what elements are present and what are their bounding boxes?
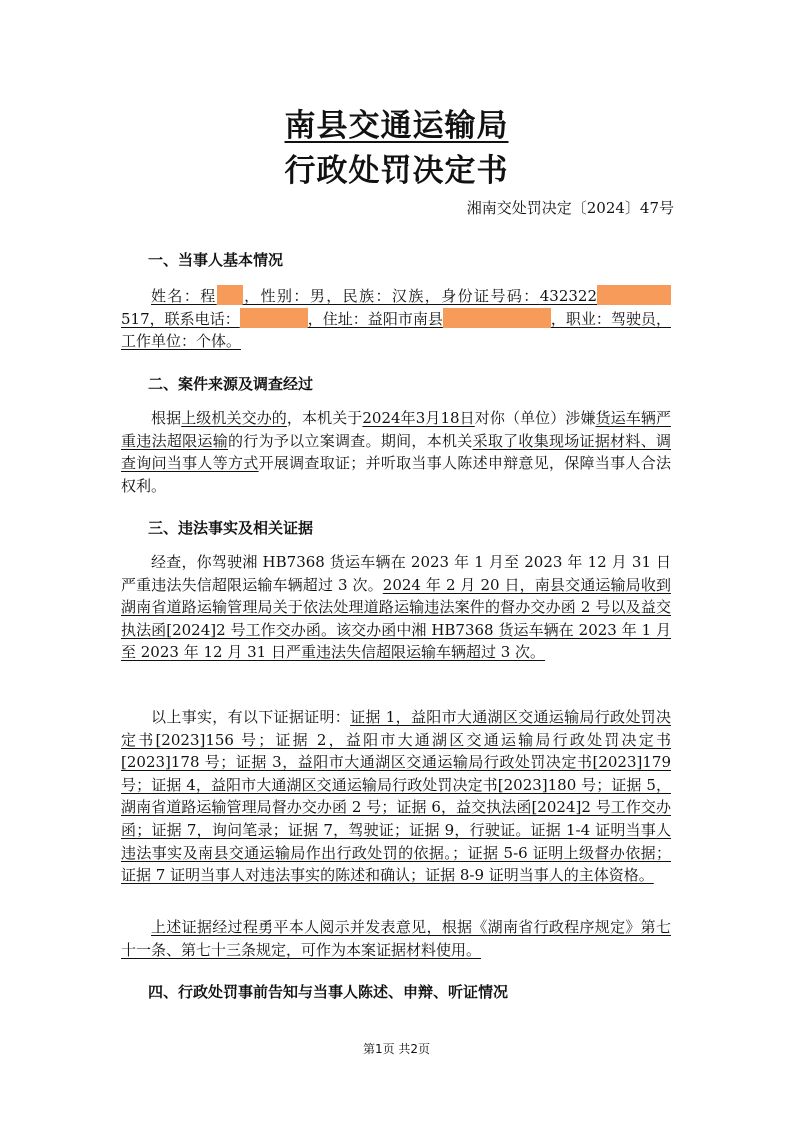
section-heading-facts: 三、违法事实及相关证据	[148, 519, 314, 537]
text-run: 根据	[151, 409, 182, 427]
redaction-block	[597, 285, 671, 305]
party-id-prefix: 432322	[539, 287, 597, 305]
text-run: 证据 1，益阳市大通湖区交通运输局行政处罚决定书[2023]156 号；证据 2，益阳市大通湖区交通运输局行政处罚决定书[2023]178 号；证据 3，益阳市大通湖区交通运输局行政处罚决定书[2023]179 号；证据 4，益阳市大通湖区交通运输局行政处罚决定书[2023]180 号；证据 5，湖南省道路运输管理局督办交办函 2 号；证据 6，益交执法函[2024]2 号工作交办函；证据 7，询问笔录；证据 7，驾驶证；证据 9，行驶证。证据 1-4 证明当事人违法事实及南县交通运输局作出行政处罚的依据。；证据 5-6 证明上级督办依据；证据 7 证明当事人对违法事实的陈述和确认；证据 8-9 证明当事人的主体资格。	[121, 708, 671, 885]
redaction-block	[443, 308, 483, 328]
evidence-paragraph	[121, 706, 671, 887]
agency-title-text: 南县交通运输局	[284, 108, 509, 144]
facts-paragraph	[121, 551, 671, 664]
page-footer: 第1页 共2页	[362, 1042, 431, 1056]
party-info-text	[121, 287, 671, 350]
text-run: 货运车辆严重违法超限运输	[121, 409, 671, 450]
text-run: 的行为予以立案调查。期间，本机关	[228, 431, 473, 450]
text-run: 对你（单位）涉嫌	[474, 409, 596, 427]
text-run: 2024年3月18日	[362, 409, 475, 427]
text-run: 开展调查取证；并听取当事人陈述申辩意见，保障当事人合法权利。	[121, 454, 671, 495]
party-id-suffix-phone: 517，联系电话：	[121, 309, 240, 328]
redaction-block	[483, 308, 551, 328]
section-heading-party: 一、当事人基本情况	[148, 251, 284, 269]
section-heading-notice: 四、行政处罚事前告知与当事人陈述、申辩、听证情况	[148, 983, 509, 1001]
document-number: 湘南交处罚决定〔2024〕47号	[466, 199, 674, 217]
document-type-title: 行政处罚决定书	[284, 153, 509, 189]
redaction-block	[217, 285, 243, 305]
text-run: 上级机关交办的	[181, 409, 287, 427]
text-run: 上述证据经过程勇平本人阅示并发表意见，根据《湖南省行政程序规定》第七十一条、第七十三条规定，可作为本案证据材料使用。	[121, 918, 671, 959]
party-address: ，住址：益阳市南县	[307, 309, 443, 328]
section-heading-source: 二、案件来源及调查经过	[148, 375, 314, 393]
text-run: 2024 年 2 月 20 日，南县交通运输局收到湖南省道路运输管理局关于依法处理道路运输违法案件的督办交办函 2 号以及益交执法函[2024]2 号工作交办函。该交办函中湘 HB7368 货运车辆在 2023 年 1 月至 2023 年 12 月 31 日严重违法失信超限运输车辆超过 3 次。	[121, 575, 671, 662]
party-job: ，职业：驾驶员，工作单位：个体。	[121, 309, 671, 351]
party-info-paragraph	[121, 285, 671, 353]
agency-title	[0, 100, 793, 145]
evidence-review-paragraph	[121, 916, 671, 961]
party-gender-id-label: ，性别：男，民族：汉族，身份证号码：	[242, 287, 540, 305]
redaction-block	[240, 308, 308, 328]
case-source-paragraph	[121, 407, 671, 497]
text-run: 采取了收集现场证据材料、调查询问当事人等方式	[121, 431, 671, 473]
text-run: 经查，你驾驶湘 HB7368 货运车辆在 2023 年 1 月至 2023 年 12 月 31 日严重违法失信超限运输车辆超过 3 次。	[121, 553, 671, 594]
text-run: ，本机关于	[286, 409, 363, 427]
text-run: 以上事实，有以下证据证明：	[151, 708, 351, 726]
party-name-label: 姓名：程	[151, 287, 217, 305]
